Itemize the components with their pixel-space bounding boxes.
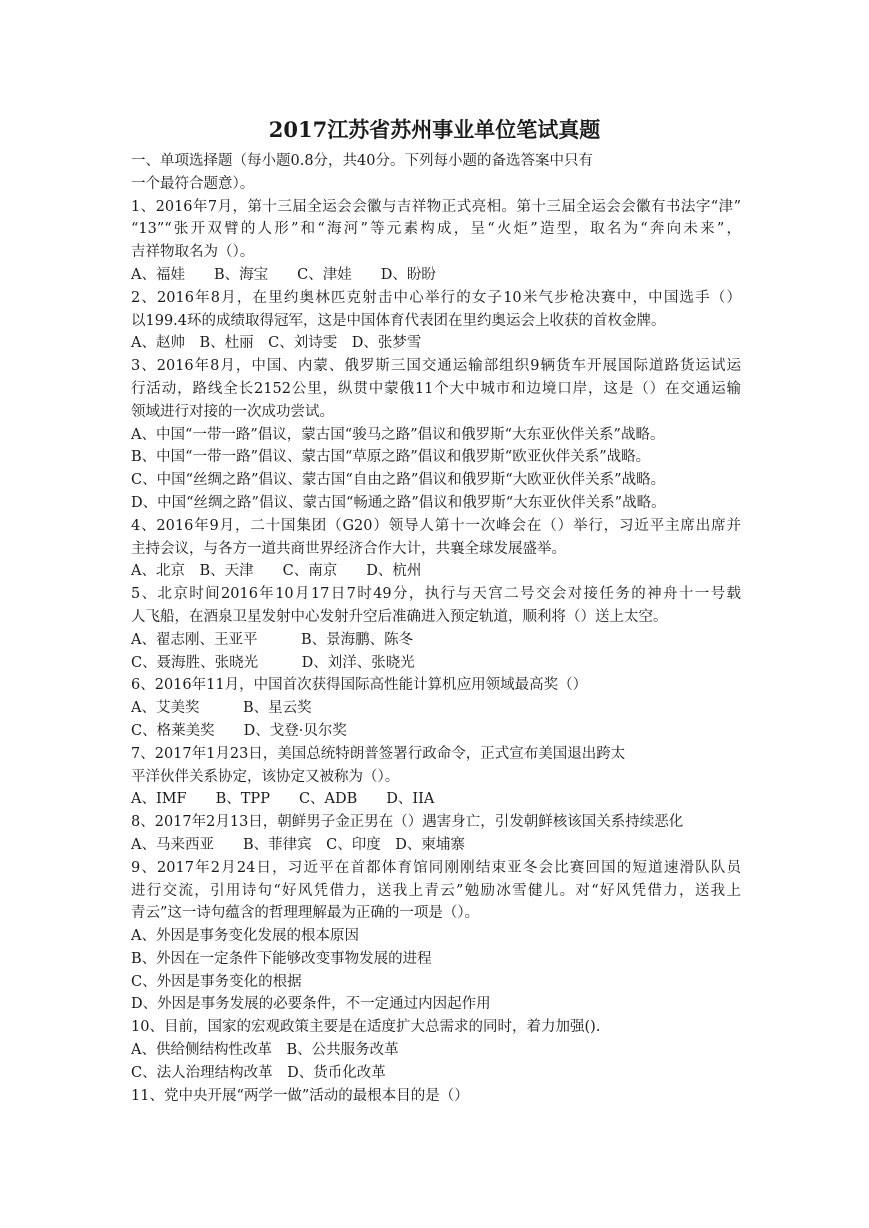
text-line: 领域进行对接的一次成功尝试。: [131, 403, 334, 420]
text-line: 青云”这一诗句蕴含的哲理理解最为正确的一项是（）。: [131, 905, 480, 922]
text-line: D、外因是事务发展的必要条件，不一定通过内因起作用: [131, 996, 491, 1013]
text-line: 10、目前，国家的宏观政策主要是在适度扩大总需求的同时，着力加强().: [131, 1019, 601, 1036]
text-line: C、格莱美奖 D、戈登·贝尔奖: [131, 722, 347, 739]
text-line: 一、单项选择题（每小题0.8分，共40分。下列每小题的备选答案中只有: [131, 153, 594, 169]
text-line: 9、2017年2月24日，习近平在首都体育馆同刚刚结束亚冬会比赛回国的短道速滑队队员: [131, 859, 741, 876]
text-line: C、聂海胜、张晓光 D、刘洋、张晓光: [131, 654, 415, 671]
text-line: 1、2016年7月，第十三届全运会会徽与吉祥物正式亮相。第十三届全运会会徽有书法字“津”: [131, 198, 741, 215]
document-body: [131, 150, 741, 1107]
text-line: B、中国“一带一路”倡议、蒙古国“草原之路”倡议和俄罗斯“欧亚伙伴关系”战略。: [131, 449, 651, 466]
text-line: 一个最符合题意）。: [131, 175, 255, 192]
text-line: A、北京 B、天津 C、南京 D、杭州: [131, 563, 422, 580]
text-line: 4、2016年9月，二十国集团（G20）领导人第十一次峰会在（）举行，习近平主席出席并: [131, 517, 741, 534]
text-line: 行活动，路线全长2152公里，纵贯中蒙俄11个大中城市和边境口岸，这是（）在交通运输: [131, 380, 741, 397]
text-line: 吉祥物取名为（）。: [131, 244, 255, 261]
text-line: A、福娃 B、海宝 C、津娃 D、盼盼: [131, 266, 436, 283]
text-line: A、供给侧结构性改革 B、公共服务改革: [131, 1042, 399, 1059]
text-line: 进行交流，引用诗句“好风凭借力，送我上青云”勉励冰雪健儿。对“好风凭借力，送我上: [131, 882, 741, 899]
text-line: 11、党中央开展“两学一做”活动的最根本目的是（）: [131, 1087, 469, 1104]
text-line: C、法人治理结构改革 D、货币化改革: [131, 1064, 386, 1081]
text-line: A、艾美奖 B、星云奖: [131, 700, 312, 717]
text-line: 7、2017年1月23日，美国总统特朗普签署行政命令，正式宣布美国退出跨太: [131, 745, 626, 762]
text-line: A、外因是事务变化发展的根本原因: [131, 928, 359, 945]
page-title: 2017江苏省苏州事业单位笔试真题: [268, 117, 601, 142]
text-line: 5、北京时间2016年10月17日7时49分，执行与天宫二号交会对接任务的神舟十一号载: [131, 586, 741, 603]
text-line: 主持会议，与各方一道共商世界经济合作大计，共襄全球发展盛举。: [131, 540, 566, 557]
text-line: A、翟志刚、王亚平 B、景海鹏、陈冬: [131, 631, 414, 648]
text-line: 6、2016年11月，中国首次获得国际高性能计算机应用领域最高奖（）: [131, 677, 588, 694]
text-line: D、中国“丝绸之路”倡议、蒙古国“畅通之路”倡议和俄罗斯“大东亚伙伴关系”战略。: [131, 494, 666, 511]
text-line: 以199.4环的成绩取得冠军，这是中国体育代表团在里约奥运会上收获的首枚金牌。: [131, 312, 666, 329]
text-line: B、外因在一定条件下能够改变事物发展的进程: [131, 950, 432, 967]
text-line: 8、2017年2月13日，朝鲜男子金正男在（）遇害身亡，引发朝鲜核该国关系持续恶化: [131, 814, 684, 831]
text-line: 人飞船，在酒泉卫星发射中心发射升空后准确进入预定轨道，顺利将（）送上太空。: [131, 608, 668, 625]
text-line: “13”“张开双臂的人形”和“海河”等元素构成，呈“火炬”造型，取名为“奔向未来”，: [131, 221, 741, 238]
text-line: C、外因是事务变化的根据: [131, 973, 302, 990]
text-line: 平洋伙伴关系协定，该协定又被称为（）。: [131, 768, 400, 785]
text-line: 3、2016年8月，中国、内蒙、俄罗斯三国交通运输部组织9辆货车开展国际道路货运试运: [131, 358, 741, 375]
text-line: C、中国“丝绸之路”倡议、蒙古国“自由之路”倡议和俄罗斯“大欧亚伙伴关系”战略。: [131, 472, 666, 489]
text-line: A、赵帅 B、杜丽 C、刘诗雯 D、张梦雪: [131, 335, 422, 352]
text-line: A、马来西亚 B、菲律宾 C、印度 D、柬埔寨: [131, 836, 465, 853]
text-line: 2、2016年8月，在里约奥林匹克射击中心举行的女子10米气步枪决赛中，中国选手（）: [131, 289, 741, 306]
text-line: A、IMF B、TPP C、ADB D、IIA: [131, 791, 435, 808]
text-line: A、中国“一带一路”倡议，蒙古国“骏马之路”倡议和俄罗斯“大东亚伙伴关系”战略。: [131, 426, 665, 443]
